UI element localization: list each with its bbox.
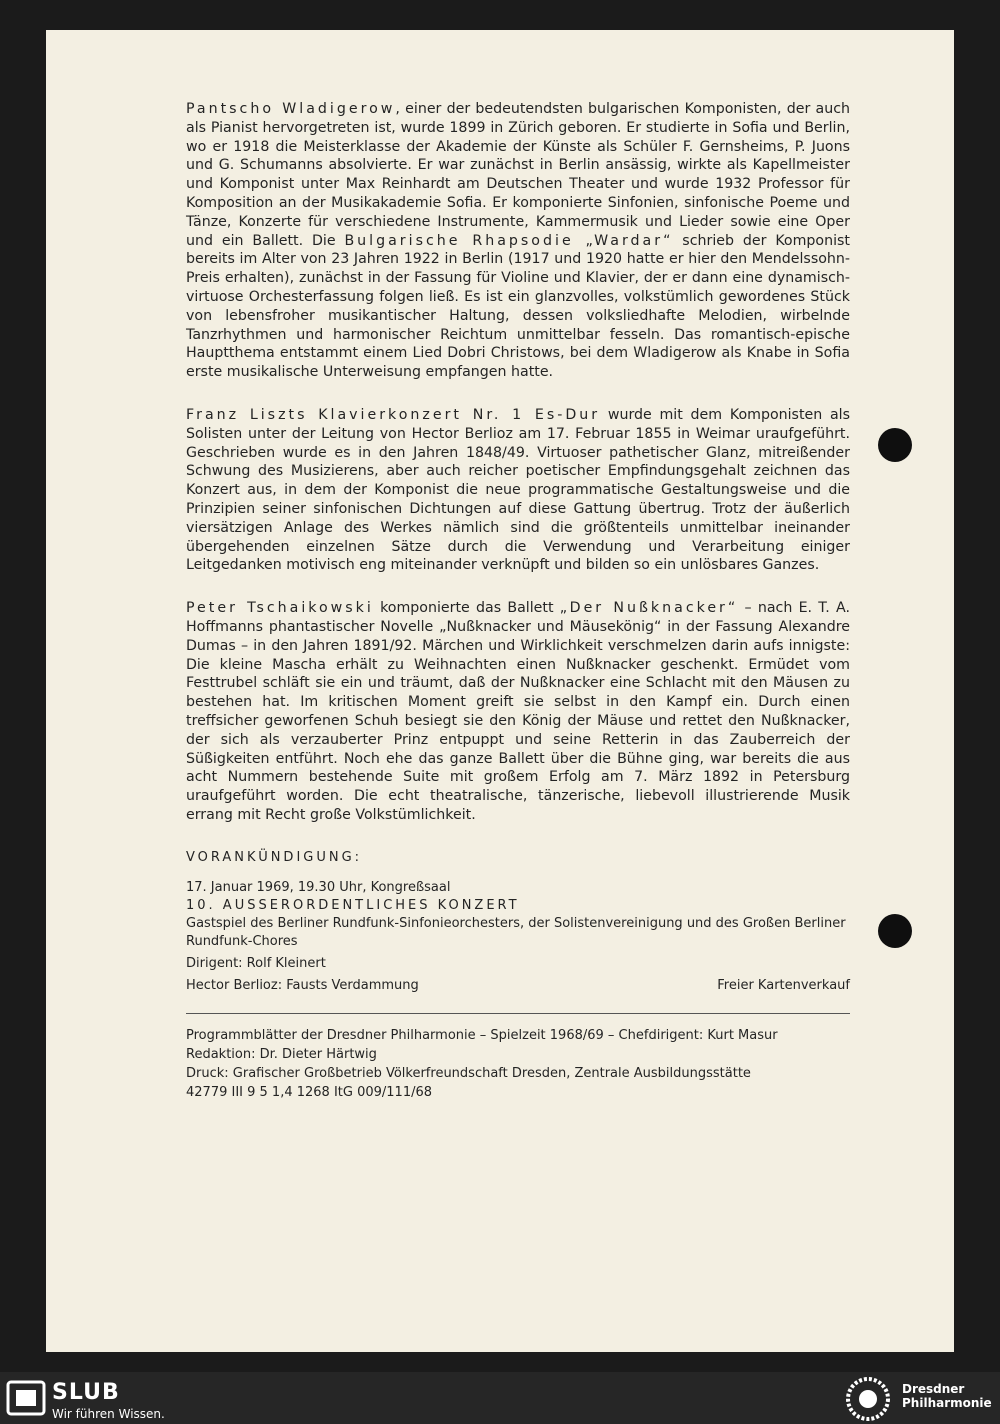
guest-performers: Gastspiel des Berliner Rundfunk-Sinfonieorchesters, der Solistenvereinigung und des Großen Berliner Rundfunk-Chores: [186, 915, 846, 949]
punch-hole: [878, 914, 912, 948]
dp-line: Philharmonie: [902, 1396, 992, 1410]
work-performed: Hector Berlioz: Fausts Verdammung: [186, 977, 419, 993]
composer-name: Pantscho Wladigerow: [186, 101, 396, 117]
imprint-line: Druck: Grafischer Großbetrieb Völkerfreundschaft Dresden, Zentrale Ausbildungsstätte: [186, 1065, 751, 1081]
paragraph-text: , einer der bedeutendsten bulgarischen Komponisten, der auch als Pianist hervorgetreten ist, wurde 1899 in Zürich geboren. Er studierte in Sofia und Berlin, wo er 1918 die Meisterklasse der Akademie der Künste als Schüler F. Gernsheims, P. Juons und G. Schumanns absolvierte. Er war zunächst in Berlin ansässig, wirkte als Kapellmeister und Komponist unter Max Reinhardt am Deutschen Theater und wurde 1932 Professor für Komposition an der Musikakademie Sofia. Er komponierte Sinfonien, sinfonische Poeme und Tänze, Konzerte für verschiedene Instrumente, Kammermusik und Lieder sowie eine Oper und ein Ballett. Die: [186, 101, 850, 249]
punch-hole: [878, 428, 912, 462]
composer-name: Peter Tschaikowski: [186, 600, 374, 617]
concert-date: 17. Januar 1969, 19.30 Uhr, Kongreßsaal: [186, 879, 451, 895]
imprint: [186, 1026, 850, 1102]
paragraph-liszt: [186, 406, 850, 575]
slub-name[interactable]: SLUB: [52, 1380, 120, 1405]
slub-logo-icon[interactable]: [6, 1376, 46, 1420]
imprint-line: Programmblätter der Dresdner Philharmonie – Spielzeit 1968/69 – Chefdirigent: Kurt Masur: [186, 1027, 778, 1043]
paragraph-text: wurde mit dem Komponisten als Solisten unter der Leitung von Hector Berlioz am 17. Februar 1855 in Weimar uraufgeführt. Geschrieben wurde es in den Jahren 1848/49. Virtuoser pathetischer Glanz, mitreißender Schwung des Musizierens, aber auch reicher poetischer Empfindungsgehalt zeichnen das Konzert aus, in dem der Komponist die neue programmatische Gestaltungsweise und die Prinzipien seiner sinfonischen Dichtungen auf diese Gattung übertrug. Trotz der äußerlich viersätzigen Anlage des Werkes nämlich sind die größtenteils unmittelbar ineinander übergehenden einzelnen Sätze durch die Verwendung und Verarbeitung einiger Leitgedanken motivisch eng miteinander verknüpft und bilden so ein unlösbares Ganzes.: [186, 406, 850, 574]
work-title: „Der Nußknacker“: [559, 600, 739, 617]
ticket-info: Freier Kartenverkauf: [717, 977, 850, 993]
divider: [186, 1013, 850, 1014]
viewer-footer-bar: [0, 1372, 1000, 1424]
concert-title: 10. AUSSERORDENTLICHES KONZERT: [186, 897, 520, 913]
paragraph-tschaikowski: [186, 599, 850, 825]
dresdner-philharmonie-name: [902, 1382, 992, 1410]
paragraph-text: komponierte das Ballett: [373, 600, 560, 617]
dp-line: Dresdner: [902, 1382, 965, 1396]
paragraph-wladigerow: [186, 100, 850, 382]
dresdner-philharmonie-logo-icon[interactable]: [840, 1376, 896, 1422]
conductor: Dirigent: Rolf Kleinert: [186, 955, 326, 971]
announcement: [186, 849, 850, 995]
work-title: Bulgarische Rhapsodie „Wardar“: [344, 232, 674, 249]
slub-tagline: Wir führen Wissen.: [52, 1407, 165, 1421]
announcement-heading: VORANKÜNDIGUNG:: [186, 849, 363, 865]
program-text: [186, 100, 850, 1102]
imprint-line: 42779 III 9 5 1,4 1268 ItG 009/111/68: [186, 1084, 433, 1100]
paragraph-text: schrieb der Komponist bereits im Alter von 23 Jahren 1922 in Berlin (1917 und 1920 hatte er hier den Mendelssohn-Preis erhalten), zunächst in der Fassung für Violine und Klavier, der er dann eine dynamisch-virtuose Orchesterfassung folgen ließ. Es ist ein glanzvolles, volkstümlich gewordenes Stück von lebensfroher musikantischer Haltung, dessen volksliedhafte Melodien, wirbelnde Tanzrhythmen und harmonischer Reichtum unmittelbar fesseln. Das romantisch-epische Hauptthema entstammt einem Lied Dobri Christows, bei dem Wladigerow als Knabe in Sofia erste musikalische Unterweisung empfangen hatte.: [186, 232, 850, 381]
imprint-line: Redaktion: Dr. Dieter Härtwig: [186, 1046, 377, 1062]
work-title: Franz Liszts Klavierkonzert Nr. 1 Es-Dur: [186, 406, 601, 423]
paragraph-text: – nach E. T. A. Hoffmanns phantastischer Novelle „Nußknacker und Mäusekönig“ in der Fassung Alexandre Dumas – in den Jahren 1891/92. Märchen und Wirklichkeit verschmelzen darin aufs innigste: Die kleine Mascha erhält zu Weihnachten einen Nußknacker geschenkt. Ermüdet vom Festtrubel schläft sie ein und träumt, daß der Nußknacker eine Schlacht mit den Mäusen zu bestehen hat. Im kritischen Moment greift sie selbst in den Kampf ein. Durch einen treffsicher geworfenen Schuh besiegt sie den König der Mäuse und rettet den Nußknacker, der sich als verzauberter Prinz entpuppt und seine Retterin in das Zauberreich der Süßigkeiten entführt. Noch ehe das ganze Ballett über die Bühne ging, war bereits die aus acht Nummern bestehende Suite mit großem Erfolg am 7. März 1892 in Petersburg uraufgeführt worden. Die echt theatralische, tänzerische, liebevoll illustrierende Musik errang mit Recht große Volkstümlichkeit.: [186, 600, 851, 823]
